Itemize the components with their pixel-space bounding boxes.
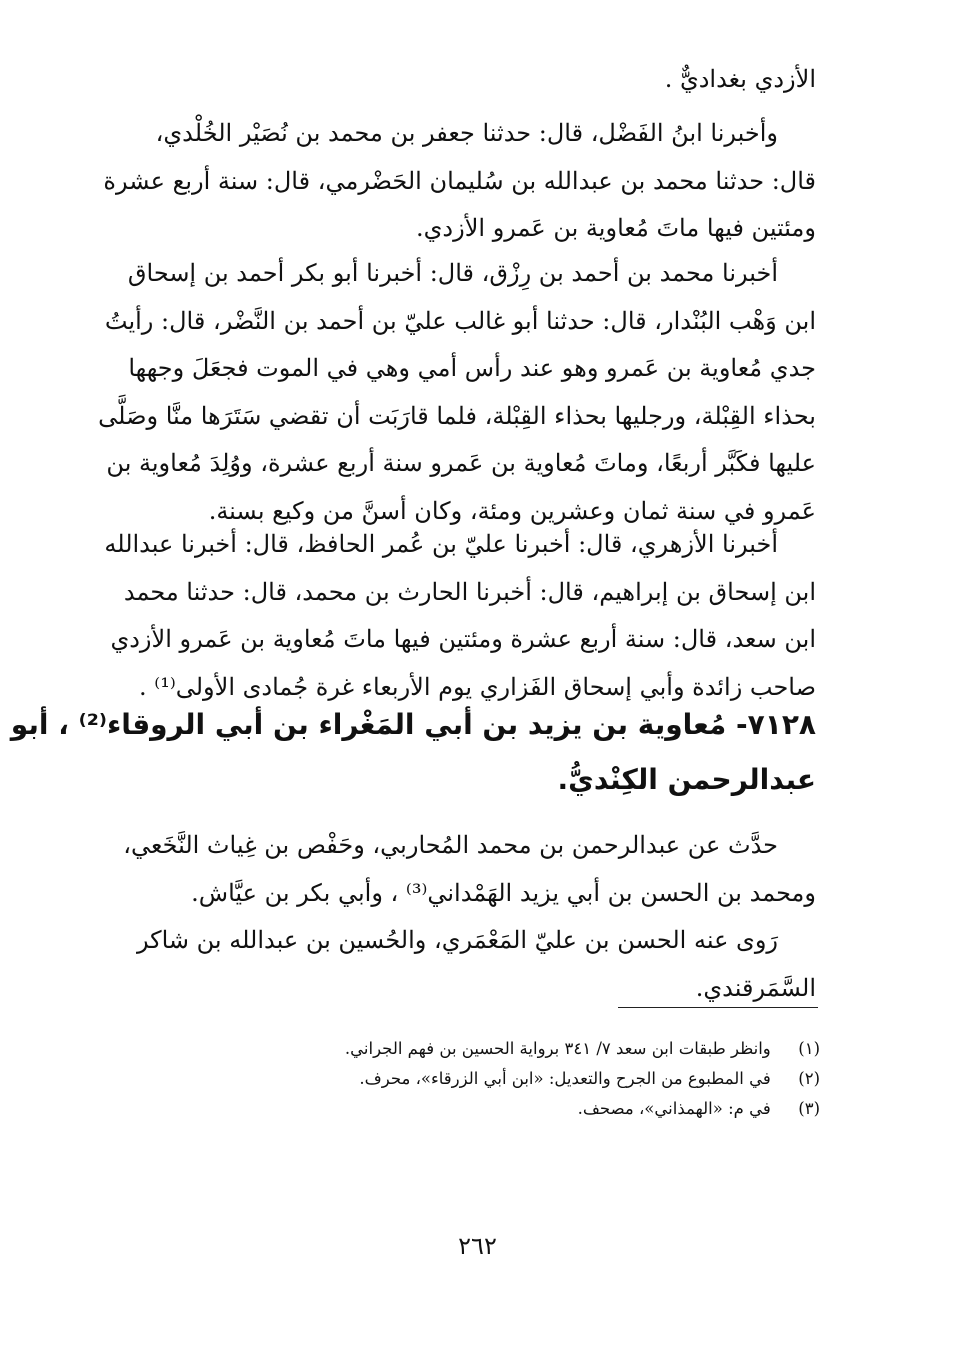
text-line: أخبرنا محمد بن أحمد بن رِزْق، قال: أخبرنا أبو بكر أحمد بن إسحاق — [127, 259, 778, 287]
text-line: ابن وَهْب البُنْدار، قال: حدثنا أبو غالب عليّ بن أحمد بن النَّضْر، قال: رأيتُ — [104, 306, 816, 335]
entry-heading — [10, 697, 816, 807]
heading-line: عبدالرحمن الكِنْديُّ. — [557, 763, 816, 796]
paragraph-3 — [100, 521, 816, 711]
text-line: ابن إسحاق بن إبراهيم، قال: أخبرنا الحارث بن محمد، قال: حدثنا محمد — [123, 577, 816, 606]
text-line: صاحب زائدة وأبي إسحاق الفَزاري يوم الأربعاء غرة جُمادى الأولى⁽¹⁾ . — [139, 672, 816, 701]
text-line: السَّمَرقندي. — [695, 973, 816, 1002]
heading-line: ٧١٢٨- مُعاوية بن يزيد بن أبي المَغْراء بن أبي الروقاء⁽²⁾ ، أبو — [10, 708, 816, 741]
text-line: وأخبرنا ابنُ الفَضْل، قال: حدثنا جعفر بن محمد بن نُصَيْر الخُلْدي، — [155, 119, 778, 147]
text-line: حدَّث عن عبدالرحمن بن محمد المُحاربي، وحَفْص بن غِياث النَّخَعي، — [123, 831, 778, 859]
text-line: جدي مُعاوية بن عَمرو وهو عند رأس أمي وهي في الموت فجعَلَ وجهها — [128, 354, 816, 383]
text-line: بحذاء القِبْلة، ورجليها بحذاء القِبْلة، فلما قارَبَت أن تقضي سَتَرَها منَّا وصَلَّى — [98, 401, 816, 430]
footnote-number: (١) — [798, 1039, 820, 1058]
footnote-text: في المطبوع من الجرح والتعديل: «ابن أبي الزرقاء»، محرف. — [359, 1069, 771, 1088]
footnote-number: (٢) — [798, 1069, 820, 1088]
paragraph-5 — [100, 917, 816, 1012]
paragraph-0 — [100, 56, 816, 104]
footnote-3 — [180, 1094, 820, 1124]
text-line: ومحمد بن الحسن بن أبي يزيد الهَمْداني⁽³⁾ ، وأبي بكر بن عيَّاش. — [191, 878, 816, 907]
footnote-text: وانظر طبقات ابن سعد ٧/ ٣٤١ برواية الحسين بن فهم الجراني. — [344, 1039, 771, 1058]
text-line: ابن سعد، قال: سنة أربع عشرة ومئتين فيها ماتَ مُعاوية بن عَمرو الأزدي — [110, 625, 816, 654]
footnote-text: في م: «الهمذاني»، مصحف. — [577, 1099, 771, 1118]
paragraph-1 — [100, 110, 816, 253]
text-line: أخبرنا الأزهري، قال: أخبرنا عليّ بن عُمر الحافظ، قال: أخبرنا عبدالله — [104, 530, 778, 558]
footnote-number: (٣) — [798, 1099, 820, 1118]
footnote-1 — [180, 1034, 820, 1064]
text-line: رَوى عنه الحسن بن عليّ المَعْمَري، والحُسين بن عبدالله بن شاكر — [136, 926, 778, 954]
text-line: عليها فكَبَّر أربعًا، وماتَ مُعاوية بن عَمرو سنة أربع عشرة، ووُلِدَ مُعاوية بن — [106, 449, 816, 478]
paragraph-2 — [100, 250, 816, 536]
footnote-2 — [180, 1064, 820, 1094]
footnotes — [180, 1034, 820, 1124]
page-number: ٢٦٢ — [458, 1232, 497, 1260]
text-line: عَمرو في سنة ثمان وعشرين ومئة، وكان أسنَّ من وكيع بسنة. — [208, 496, 816, 525]
text-line: ومئتين فيها ماتَ مُعاوية بن عَمرو الأزدي. — [416, 214, 816, 243]
text-line: قال: حدثنا محمد بن عبدالله بن سُليمان الحَضْرمي، قال: سنة أربع عشرة — [103, 166, 816, 195]
footnote-separator — [618, 1007, 818, 1008]
paragraph-4 — [100, 822, 816, 917]
text-line: الأزدي بغداديٌّ . — [664, 65, 816, 93]
